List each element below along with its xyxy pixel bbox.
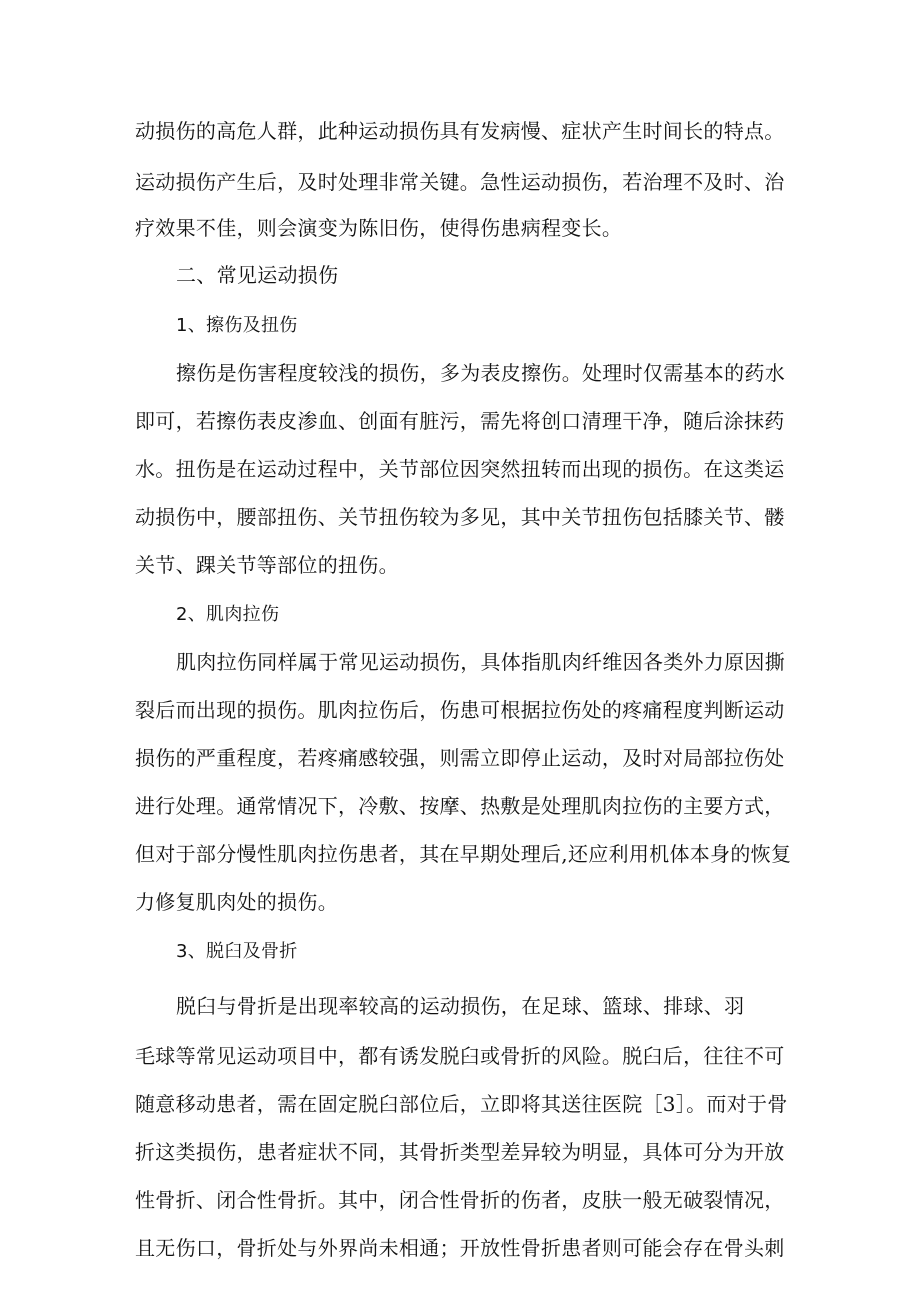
sub1-line-5: 关节、踝关节等部位的扭伤。 <box>135 553 399 577</box>
subheading-muscle-strain: 2、肌肉拉伤 <box>176 604 280 625</box>
sub3-line-4: 折这类损伤，患者症状不同，其骨折类型差异较为明显，具体可分为开放 <box>135 1140 785 1164</box>
sub3-line-3: 随意移动患者，需在固定脱臼部位后，立即将其送往医院［3］。而对于骨 <box>135 1092 788 1116</box>
intro-line-1: 动损伤的高危人群，此种运动损伤具有发病慢、症状产生时间长的特点。 <box>135 119 785 143</box>
sub2-line-2: 裂后而出现的损伤。肌肉拉伤后，伤患可根据拉伤处的疼痛程度判断运动 <box>135 698 785 722</box>
section-heading: 二、常见运动损伤 <box>176 263 339 287</box>
sub3-line-5: 性骨折、闭合性骨折。其中，闭合性骨折的伤者，皮肤一般无破裂情况， <box>135 1188 785 1212</box>
sub1-line-4: 动损伤中，腰部扭伤、关节扭伤较为多见，其中关节扭伤包括膝关节、髅 <box>135 505 785 529</box>
sub1-line-1: 擦伤是伤害程度较浅的损伤，多为表皮擦伤。处理时仅需基本的药水 <box>176 361 785 385</box>
subheading-abrasion-sprain: 1、擦伤及扭伤 <box>176 315 298 336</box>
sub2-line-3: 损伤的严重程度，若疼痛感较强，则需立即停止运动，及时对局部拉伤处 <box>135 746 785 770</box>
intro-line-2: 运动损伤产生后，及时处理非常关键。急性运动损伤，若治理不及时、治 <box>135 170 785 194</box>
sub1-line-3: 水。扭伤是在运动过程中，关节部位因突然扭转而出现的损伤。在这类运 <box>135 457 785 481</box>
sub3-line-2: 毛球等常见运动项目中，都有诱发脱臼或骨折的风险。脱臼后，往往不可 <box>135 1044 785 1068</box>
subheading-dislocation-fracture: 3、脱臼及骨折 <box>176 941 298 962</box>
sub2-line-5: 但对于部分慢性肌肉拉伤患者，其在早期处理后,还应利用机体本身的恢复 <box>135 842 792 866</box>
sub3-line-6: 且无伤口，骨折处与外界尚未相通；开放性骨折患者则可能会存在骨头刺 <box>135 1236 785 1260</box>
sub2-line-6: 力修复肌肉处的损伤。 <box>135 890 338 914</box>
intro-line-3: 疗效果不佳，则会演变为陈旧伤，使得伤患病程变长。 <box>135 216 623 240</box>
sub2-line-1: 肌肉拉伤同样属于常见运动损伤，具体指肌肉纤维因各类外力原因撕 <box>176 650 785 674</box>
sub2-line-4: 进行处理。通常情况下，冷敷、按摩、热敷是处理肌肉拉伤的主要方式， <box>135 794 785 818</box>
sub1-line-2: 即可，若擦伤表皮渗血、创面有脏污，需先将创口清理干净，随后涂抹药 <box>135 409 785 433</box>
sub3-line-1: 脱臼与骨折是出现率较高的运动损伤，在足球、篮球、排球、羽 <box>176 994 745 1018</box>
